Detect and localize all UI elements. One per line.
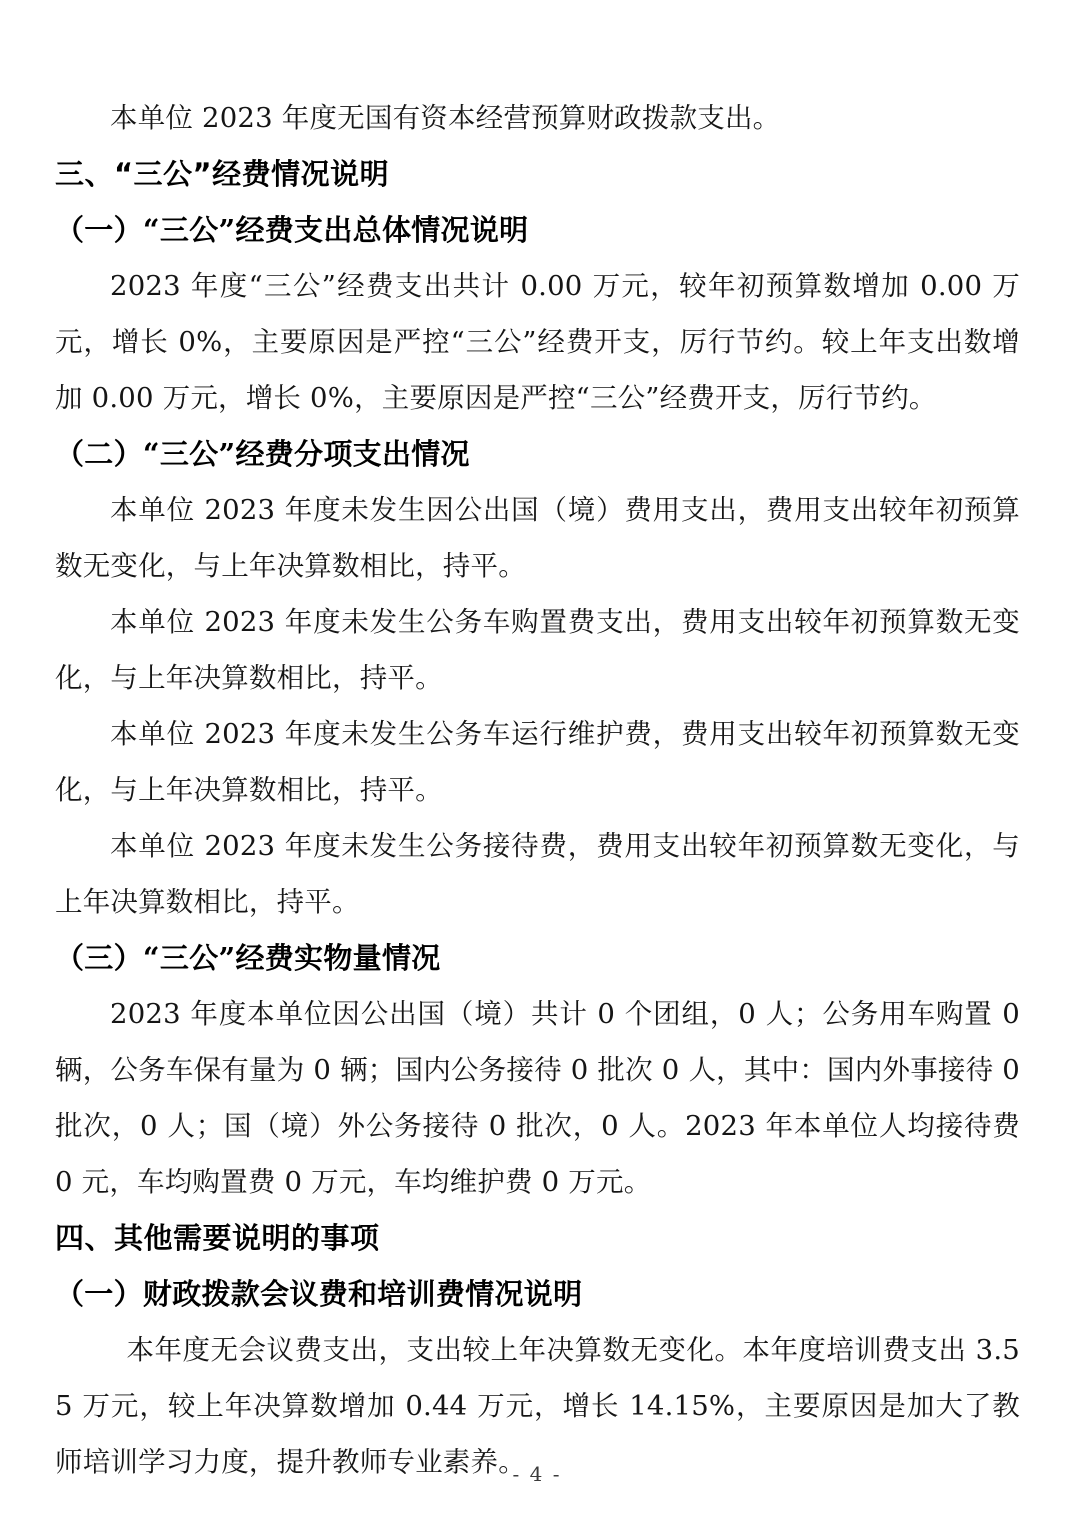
paragraph-meeting-training-expense: 本年度无会议费支出，支出较上年决算数无变化。本年度培训费支出 3.55 万元，较上年决算数增加 0.44 万元，增长 14.15%，主要原因是加大了教师培训学习力度，提升教师专业素养。 [55,1334,1020,1478]
intro-paragraph: 本单位 2023 年度无国有资本经营预算财政拨款支出。 [110,102,781,134]
paragraph-section-3-1-body: 2023 年度“三公”经费支出共计 0.00 万元，较年初预算数增加 0.00 万元，增长 0%，主要原因是严控“三公”经费开支，厉行节约。较上年支出数增加 0.00 万元，增长 0%，主要原因是严控“三公”经费开支，厉行节约。 [55,270,1020,414]
heading-section-3-1: （一）“三公”经费支出总体情况说明 [55,213,529,247]
heading-section-4: 四、其他需要说明的事项 [55,1221,380,1255]
paragraph-vehicle-maintenance-expense: 本单位 2023 年度未发生公务车运行维护费，费用支出较年初预算数无变化，与上年决算数相比，持平。 [55,718,1020,806]
paragraph-official-reception-expense: 本单位 2023 年度未发生公务接待费，费用支出较年初预算数无变化，与上年决算数相比，持平。 [55,830,1020,918]
heading-section-3: 三、“三公”经费情况说明 [55,157,390,191]
heading-section-3-2: （二）“三公”经费分项支出情况 [55,437,470,471]
paragraph-vehicle-purchase-expense: 本单位 2023 年度未发生公务车购置费支出，费用支出较年初预算数无变化，与上年决算数相比，持平。 [55,606,1020,694]
page-number-footer: - 4 - [512,1462,562,1486]
paragraph-physical-quantity-body: 2023 年度本单位因公出国（境）共计 0 个团组，0 人；公务用车购置 0 辆，公务车保有量为 0 辆；国内公务接待 0 批次 0 人，其中：国内外事接待 0 批次，0 人；国（境）外公务接待 0 批次，0 人。2023 年本单位人均接待费 0 元，车均购置费 0 万元，车均维护费 0 万元。 [55,998,1020,1198]
page-content [55,90,1020,1490]
heading-section-3-3: （三）“三公”经费实物量情况 [55,941,441,975]
paragraph-overseas-travel-expense: 本单位 2023 年度未发生因公出国（境）费用支出，费用支出较年初预算数无变化，与上年决算数相比，持平。 [55,494,1020,582]
heading-section-4-1: （一）财政拨款会议费和培训费情况说明 [55,1277,583,1311]
